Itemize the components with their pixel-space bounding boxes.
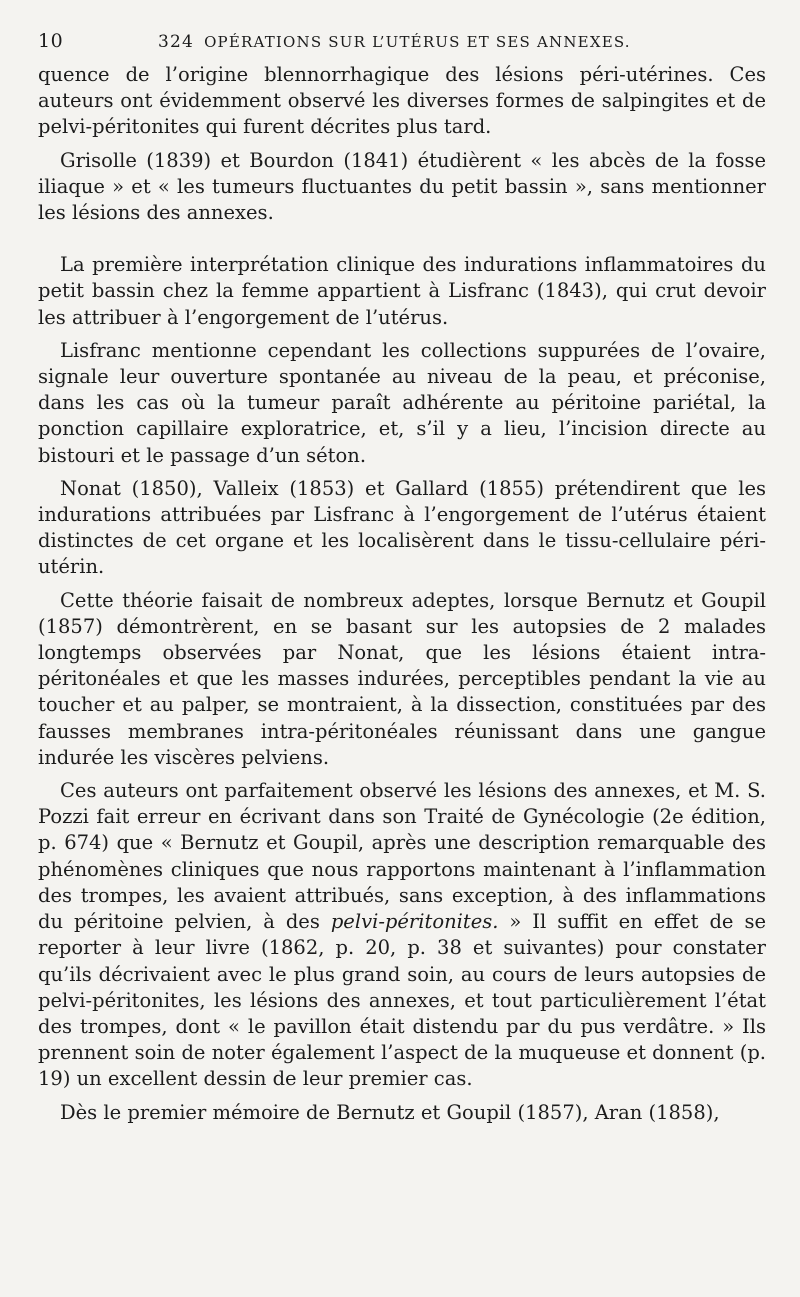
pozzi-italic-term: pelvi-péritonites. bbox=[330, 910, 499, 934]
paragraph-grisolle: Grisolle (1839) et Bourdon (1841) étudièrent « les abcès de la fosse iliaque » et « les tumeurs fluctuantes du petit bassin », sans mentionner les lésions des annexes. bbox=[38, 148, 766, 225]
paragraph-lisfranc-interpretation: La première interprétation clinique des indurations inflammatoires du petit bassin chez la femme appartient à Lisfranc (1843), qui crut devoir les attribuer à l’engorgement de l’utérus. bbox=[38, 253, 766, 329]
paragraph-nonat: Nonat (1850), Valleix (1853) et Gallard (1855) prétendirent que les indurations attribuées par Lisfranc à l’engorgement de l’utérus étaient distinctes de cet organe et les localisèrent dans le tissu-cellulaire péri-utérin. bbox=[38, 476, 766, 579]
running-title bbox=[158, 32, 631, 52]
body-text bbox=[38, 62, 766, 1126]
pozzi-text-before: Ces auteurs ont parfaitement observé les lésions des annexes, et M. S. Pozzi fait erreur en écrivant dans son Traité de Gynécologie (2e édition, p. 674) que « Bernutz et Goupil, après une description remarquable des phénomènes cliniques que nous rapportons maintenant à l’inflammation des trompes, les avaient attribués, sans exception, à des inflammations du péritoine pelvien, à des bbox=[38, 779, 766, 934]
page-number: 10 bbox=[38, 30, 64, 52]
pozzi-text-after: » Il suffit en effet de se reporter à leur livre (1862, p. 20, p. 38 et suivantes) pour constater qu’ils décrivaient avec le plus grand soin, au cours de leurs autopsies de pelvi-péritonites, les lésions des annexes, et tout particulièrement l’état des trompes, dont « le pavillon était distendu par du pus verdâtre. » Ils prennent soin de noter également l’aspect de la muqueuse et donnent (p. 19) un excellent dessin de leur premier cas. bbox=[38, 910, 766, 1091]
paragraph-bernutz-goupil: Cette théorie faisait de nombreux adeptes, lorsque Bernutz et Goupil (1857) démontrèrent, en se basant sur les autopsies de 2 malades longtemps observées par Nonat, que les lésions étaient intra-péritonéales et que les masses indurées, perceptibles pendant la vie au toucher et au palper, se montraient, à la dissection, constituées par des fausses membranes intra-péritonéales réunissant dans une gangue indurée les viscères pelviens. bbox=[38, 588, 766, 769]
paragraph-aran: Dès le premier mémoire de Bernutz et Goupil (1857), Aran (1858), bbox=[60, 1100, 720, 1124]
paragraph-lisfranc-collections: Lisfranc mentionne cependant les collections suppurées de l’ovaire, signale leur ouverture spontanée au niveau de la peau, et préconise, dans les cas où la tumeur paraît adhérente au péritoine pariétal, la ponction capillaire exploratrice, et, s’il y a lieu, l’incision directe au bistouri et le passage d’un séton. bbox=[38, 338, 766, 467]
paragraph-pozzi bbox=[38, 778, 766, 1092]
running-title-text: OPÉRATIONS SUR L’UTÉRUS ET SES ANNEXES. bbox=[204, 33, 631, 51]
paragraph-continuation: quence de l’origine blennorrhagique des lésions péri-utérines. Ces auteurs ont évidemment observé les diverses formes de salpingites et de pelvi-péritonites qui furent décrites plus tard. bbox=[38, 63, 766, 139]
running-head bbox=[38, 30, 766, 62]
folio-number: 324 bbox=[158, 32, 195, 52]
